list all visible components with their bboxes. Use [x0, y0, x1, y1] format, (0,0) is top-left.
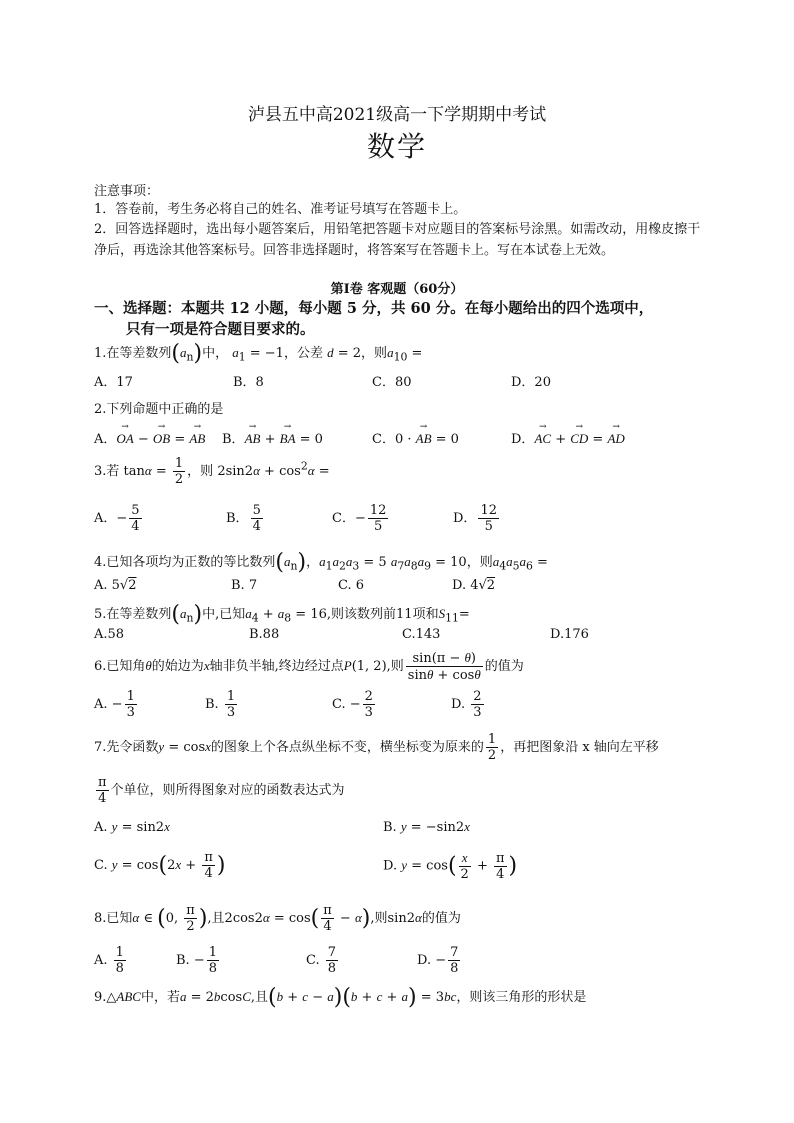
option-b: B．8	[233, 375, 264, 390]
option-d: D. y = cos( $\frac{x}{2}$ + $\frac{\pi}{4}$ )	[383, 850, 518, 882]
question-7-cont: $\frac{\pi}{4}$ 个单位，则所得图象对应的函数表达式为	[98, 775, 345, 806]
option-a: A.58	[94, 627, 125, 642]
option-a: A. − $\frac{1}{3}$	[94, 689, 135, 720]
option-b: B. − $\frac{1}{8}$	[176, 945, 218, 976]
question-8: 8.已知α ∈ (0, $\frac{\pi}{2}$ ),且2cos2α = cos( $\frac{\pi}{4}$ − α),则sin2α的值为	[94, 903, 461, 934]
option-d: D. 4√2	[452, 578, 496, 593]
notes-heading: 注意事项：	[94, 184, 160, 199]
option-c: C．− $\frac{12}{5}$	[332, 503, 387, 534]
exam-title: 泸县五中高2021级高一下学期期中考试	[247, 105, 547, 125]
option-a: A．17	[94, 375, 133, 390]
option-b: B. $\frac{1}{3}$	[205, 689, 236, 720]
option-c: C. $\frac{7}{8}$	[306, 945, 337, 976]
option-a: A. 5√2	[94, 578, 137, 593]
question-5: 5.在等差数列$(a_n)$中,已知$a_4 + a_8 = 16$,则该数列前11项和$S_{11}=$	[94, 602, 470, 627]
subject-title: 数学	[366, 130, 427, 163]
question-1: 1.在等差数列$(a_n)$中， $a_1 = -1$，公差 d = 2，则$a_{10}$ =	[94, 341, 423, 366]
question-4: 4.已知各项均为正数的等比数列$(a_n)$，$a_1a_2a_3 = 5$ $a_7a_8a_9 = 10$，则$a_4a_5a_6$ =	[94, 550, 548, 575]
option-c: C. − $\frac{2}{3}$	[332, 689, 373, 720]
option-d: D． $\frac{12}{5}$	[453, 503, 497, 534]
option-b: B．→ AB + → BA = 0	[222, 428, 323, 447]
option-a: A. $\frac{1}{8}$	[94, 945, 124, 976]
question-7: 7.先令函数y = cosx的图象上个各点纵坐标不变，横坐标变为原来的 $\frac{1}{2}$ ，再把图象沿 x 轴向左平移	[94, 732, 659, 763]
question-2: 2.下列命题中正确的是	[94, 402, 224, 417]
option-a: A．→ OA − → OB = → AB	[94, 428, 205, 447]
option-d: D. − $\frac{7}{8}$	[417, 945, 459, 976]
section-heading: 第Ⅰ卷 客观题（60分）	[330, 282, 464, 297]
option-c: C．80	[372, 375, 412, 390]
note-item: 2．回答选择题时，选出每小题答案后，用铅笔把答题卡对应题目的答案标号涂黑。如需改动，用橡皮擦干净后，再选涂其他答案标号。回答非选择题时，将答案写在答题卡上。写在本试卷上无效。	[94, 222, 701, 258]
option-b: B.88	[249, 627, 280, 642]
option-c: C. 6	[338, 578, 365, 593]
option-d: D. $\frac{2}{3}$	[451, 689, 482, 720]
option-a: A．− $\frac{5}{4}$	[94, 503, 140, 534]
option-b: B. 7	[231, 578, 258, 593]
part-heading: 一、选择题：本题共 12 小题，每小题 5 分，共 60 分。在每小题给出的四个选项中，	[94, 300, 654, 317]
option-d: D．→ AC + → CD = → AD	[511, 428, 625, 447]
option-b: B． $\frac{5}{4}$	[226, 503, 261, 534]
question-6: 6.已知角θ的始边为x轴非负半轴,终边经过点P(1, 2),则 $\frac{\sin(\pi - \theta)}{\sin\theta + \cos\theta}$ 的值为	[94, 650, 524, 683]
option-c: C. y = cos(2x + $\frac{\pi}{4}$ )	[94, 850, 226, 881]
option-d: D.176	[550, 627, 589, 642]
option-d: D．20	[511, 375, 551, 390]
option-c: C．0 · → AB = 0	[372, 428, 459, 447]
option-a: A. y = sin2x	[94, 819, 170, 835]
question-3: 3.若 tanα = $\frac{1}{2}$ ，则 $2\sin 2\alpha + \cos^2\alpha$ =	[94, 456, 330, 487]
option-b: B. y = −sin2x	[383, 819, 470, 835]
note-item: 1．答卷前，考生务必将自己的姓名、准考证号填写在答题卡上。	[94, 202, 467, 217]
option-c: C.143	[402, 627, 441, 642]
question-9: 9.△ABC中，若a = 2bcosC,且(b + c − a)(b + c + a) = 3bc，则该三角形的形状是	[94, 985, 587, 1010]
part-heading-cont: 只有一项是符合题目要求的。	[126, 321, 315, 338]
